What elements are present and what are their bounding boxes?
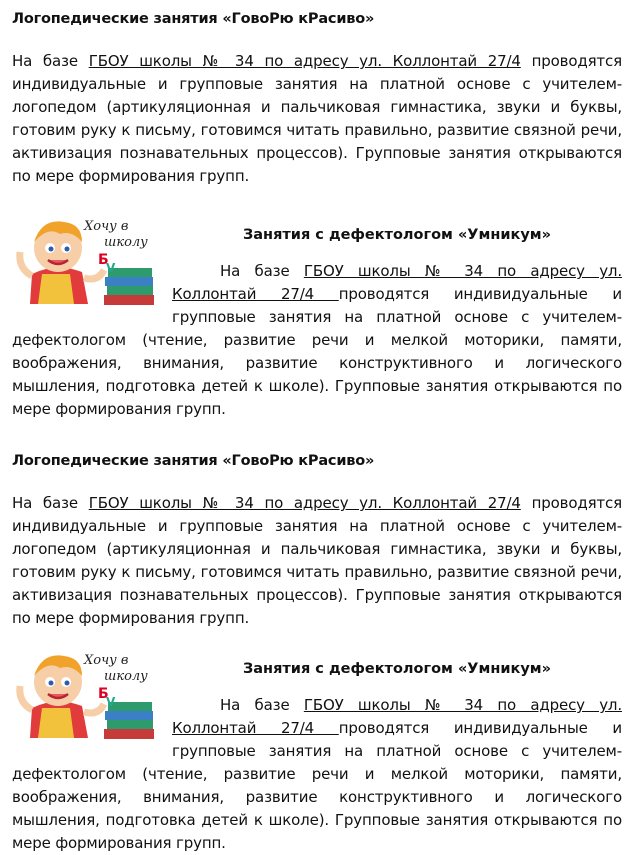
defect-title: Занятия с дефектологом «Умникум» (242, 227, 552, 243)
paragraph-body: проводятся индивидуальные и групповые занятия на платной основе с учителем-дефектологом (чтение, развитие речи и мелкой моторики, памяти, воображения, внимания, развитие конструктивного и логического мышления, подготовка детей к школе). Групповые занятия открываются по мере формирования групп. (12, 719, 622, 852)
logoped-paragraph (12, 50, 622, 188)
svg-text:Б: Б (98, 252, 109, 268)
paragraph-lead: На базе (220, 696, 304, 714)
svg-text:V: V (106, 261, 116, 275)
address-link[interactable]: ГБОУ школы № 34 по адресу ул. Коллонтай 27/4 (88, 494, 521, 512)
paragraph-lead: На базе (220, 262, 304, 280)
paragraph-body: проводятся индивидуальные и групповые занятия на платной основе с учителем-логопедом (артикуляционная и пальчиковая гимнастика, звуки и буквы, готовим руку к письму, готовимся читать правильно, развитие связной речи, активизация познавательных процессов). Групповые занятия открываются по мере формирования групп. (12, 494, 622, 627)
paragraph-body: проводятся индивидуальные и групповые занятия на платной основе с учителем-логопедом (артикуляционная и пальчиковая гимнастика, звуки и буквы, готовим руку к письму, готовимся читать правильно, развитие связной речи, активизация познавательных процессов). Групповые занятия открываются по мере формирования групп. (12, 52, 622, 185)
handwritten-caption: Хочу в (84, 219, 129, 234)
svg-text:школу: школу (104, 235, 148, 250)
logoped-paragraph (12, 492, 622, 630)
address-link[interactable]: ГБОУ школы № 34 по адресу ул. (303, 696, 622, 714)
address-link-continued[interactable]: Коллонтай 27/4 (172, 285, 339, 303)
address-link-continued[interactable]: Коллонтай 27/4 (172, 719, 339, 737)
defect-section-1 (12, 212, 622, 421)
svg-text:Б: Б (98, 686, 109, 702)
boy-illustration (12, 212, 164, 308)
logoped-title: Логопедические занятия «ГовоРю кРасиво» (12, 11, 375, 27)
svg-text:V: V (106, 695, 116, 709)
defect-title: Занятия с дефектологом «Умникум» (242, 661, 552, 677)
paragraph-lead: На базе (12, 52, 89, 70)
logoped-section-2 (12, 450, 622, 630)
paragraph-body: проводятся индивидуальные и групповые занятия на платной основе с учителем-дефектологом (чтение, развитие речи и мелкой моторики, памяти, воображения, внимания, развитие конструктивного и логического мышления, подготовка детей к школе). Групповые занятия открываются по мере формирования групп. (12, 285, 622, 418)
logoped-section-1 (12, 8, 622, 188)
address-link[interactable]: ГБОУ школы № 34 по адресу ул. Коллонтай 27/4 (88, 52, 521, 70)
address-link[interactable]: ГБОУ школы № 34 по адресу ул. (303, 262, 622, 280)
defect-section-2 (12, 646, 622, 855)
paragraph-lead: На базе (12, 494, 89, 512)
svg-text:Хочу в: Хочу в (84, 653, 129, 668)
boy-illustration (12, 646, 164, 742)
logoped-title: Логопедические занятия «ГовоРю кРасиво» (12, 453, 375, 469)
svg-text:школу: школу (104, 669, 148, 684)
